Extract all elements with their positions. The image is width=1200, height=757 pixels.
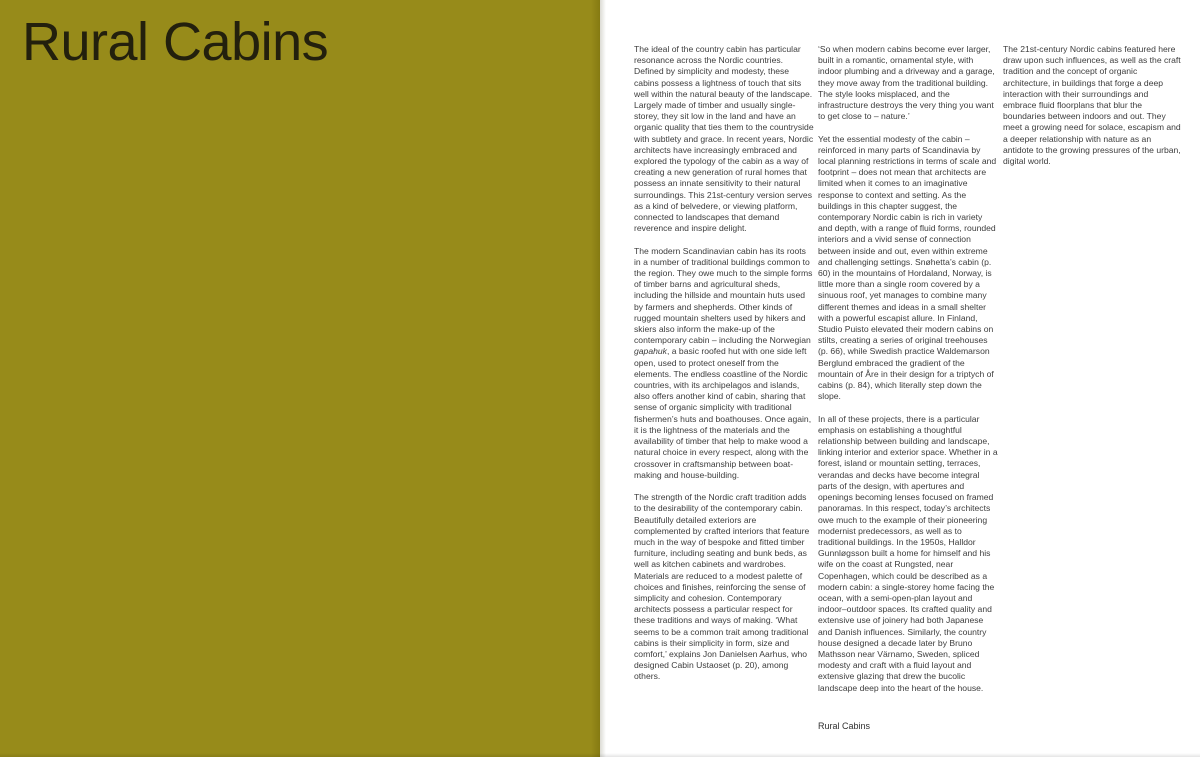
text-run: In all of these projects, there is a particular emphasis on establishing a thoughtful relationship between building and landscape, linking interior and exterior space. Whether in a forest, island or mountain setting, terraces, verandas and decks have become integral parts of the design, with apertures and openings becoming lenses focused on framed panoramas. In this respect, today’s architects owe much to the example of their pioneering modernist predecessors, as well as to traditional buildings. In the 1950s, Halldor Gunnløgsson built a home for himself and his wife on the coast at Rungsted, near Copenhagen, which could be described as a modern cabin: a single-storey home facing the ocean, with a semi-open-plan layout and indoor–outdoor spaces. Its crafted quality and extensive use of joinery had both Japanese and Danish influences. Similarly, the country house designed a decade later by Bruno Mathsson near Värnamo, Sweden, spliced modesty and craft with a fluid layout and extensive glazing that drew the bucolic landscape deep into the heart of the house. bbox=[818, 413, 998, 693]
text-run: The ideal of the country cabin has particular resonance across the Nordic countries. Defined by simplicity and modesty, these cabins possess a lightness of touch that sits well within the natural beauty of the landscape. Largely made of timber and usually single-storey, they sit low in the land and have an organic quality that ties them to the countryside with subtlety and grace. In recent years, Nordic architects have increasingly embraced and explored the typology of the cabin as a way of creating a new generation of rural homes that possess an innate sensitivity to their natural surroundings. This 21st-century version serves as a kind of belvedere, or viewing platform, connected to landscapes that demand reverence and inspire delight. bbox=[634, 44, 814, 234]
text-run: , a basic roofed hut with one side left open, used to protect oneself from the elements. The endless coastline of the Nordic countries, with its archipelagos and islands, also offers another kind of cabin, sharing that sense of organic simplicity with traditional fishermen’s huts and boathouses. Once again, it is the lightness of the materials and the availability of timber that help to make wood a natural choice in every respect, along with the crossover in craftsmanship between boat-making and house-building. bbox=[634, 346, 812, 480]
text-column-1 bbox=[634, 44, 814, 694]
body-paragraph bbox=[634, 44, 814, 234]
body-paragraph bbox=[818, 414, 998, 694]
text-run: The 21st-century Nordic cabins featured here draw upon such influences, as well as the craft tradition and the concept of organic architecture, in buildings that forge a deep interaction with their surroundings and embrace fluid floorplans that blur the boundaries between indoors and out. They meet a growing need for solace, escapism and a deeper relationship with nature as an antidote to the growing pressures of the urban, digital world. bbox=[1003, 44, 1181, 167]
body-paragraph bbox=[818, 44, 998, 122]
running-footer: Rural Cabins bbox=[818, 721, 871, 731]
text-run: ‘So when modern cabins become ever larger, built in a romantic, ornamental style, with indoor plumbing and a driveway and a garage, they move away from the traditional building. The style looks misplaced, and the infrastructure destroys the very thing you want to get close to – nature.’ bbox=[818, 44, 995, 122]
text-column-2 bbox=[818, 44, 998, 705]
text-run: The modern Scandinavian cabin has its roots in a number of traditional buildings common to the region. They owe much to the simple forms of timber barns and agricultural sheds, including the hillside and mountain huts used by farmers and shepherds. Other kinds of rugged mountain shelters used by hikers and skiers also inform the make-up of the contemporary cabin – including the Norwegian bbox=[634, 245, 813, 346]
text-run: Yet the essential modesty of the cabin – reinforced in many parts of Scandinavia by local planning restrictions in terms of scale and footprint – does not mean that architects are limited when it comes to an imaginative response to context and setting. As the buildings in this chapter suggest, the contemporary Nordic cabin is rich in variety and depth, with a range of fluid forms, rounded interiors and a vivid sense of connection between inside and out, even within extreme and challenging settings. Snøhetta’s cabin (p. 60) in the mountains of Hordaland, Norway, is little more than a single room covered by a sinuous roof, yet manages to combine many different themes and ideas in a small shelter with a powerful escapist allure. In Finland, Studio Puisto elevated their modern cabins on stilts, creating a series of original treehouses (p. 66), while Swedish practice Waldemarson Berglund embraced the gradient of the mountain of Åre in their design for a triptych of cabins (p. 84), which literally step down the slope. bbox=[818, 133, 997, 402]
body-paragraph bbox=[1003, 44, 1183, 167]
body-paragraph bbox=[634, 492, 814, 682]
chapter-title: Rural Cabins bbox=[22, 12, 329, 72]
body-paragraph bbox=[634, 246, 814, 481]
body-paragraph bbox=[818, 134, 998, 403]
text-column-3 bbox=[1003, 44, 1183, 178]
text-run: The strength of the Nordic craft tradition adds to the desirability of the contemporary cabin. Beautifully detailed exteriors are complemented by crafted interiors that feature much in the way of bespoke and fitted timber furniture, including seating and bunk beds, as well as kitchen cabinets and wardrobes. Materials are reduced to a modest palette of choices and finishes, reinforcing the sense of simplicity and cohesion. Contemporary architects possess a particular respect for these traditions and ways of making. ‘What seems to be a common trait among traditional cabins is their simplicity in form, size and comfort,’ explains Jon Danielsen Aarhus, who designed Cabin Ustaoset (p. 20), among others. bbox=[634, 492, 810, 682]
right-page bbox=[600, 0, 1200, 757]
italic-term: gapahuk bbox=[634, 346, 667, 357]
